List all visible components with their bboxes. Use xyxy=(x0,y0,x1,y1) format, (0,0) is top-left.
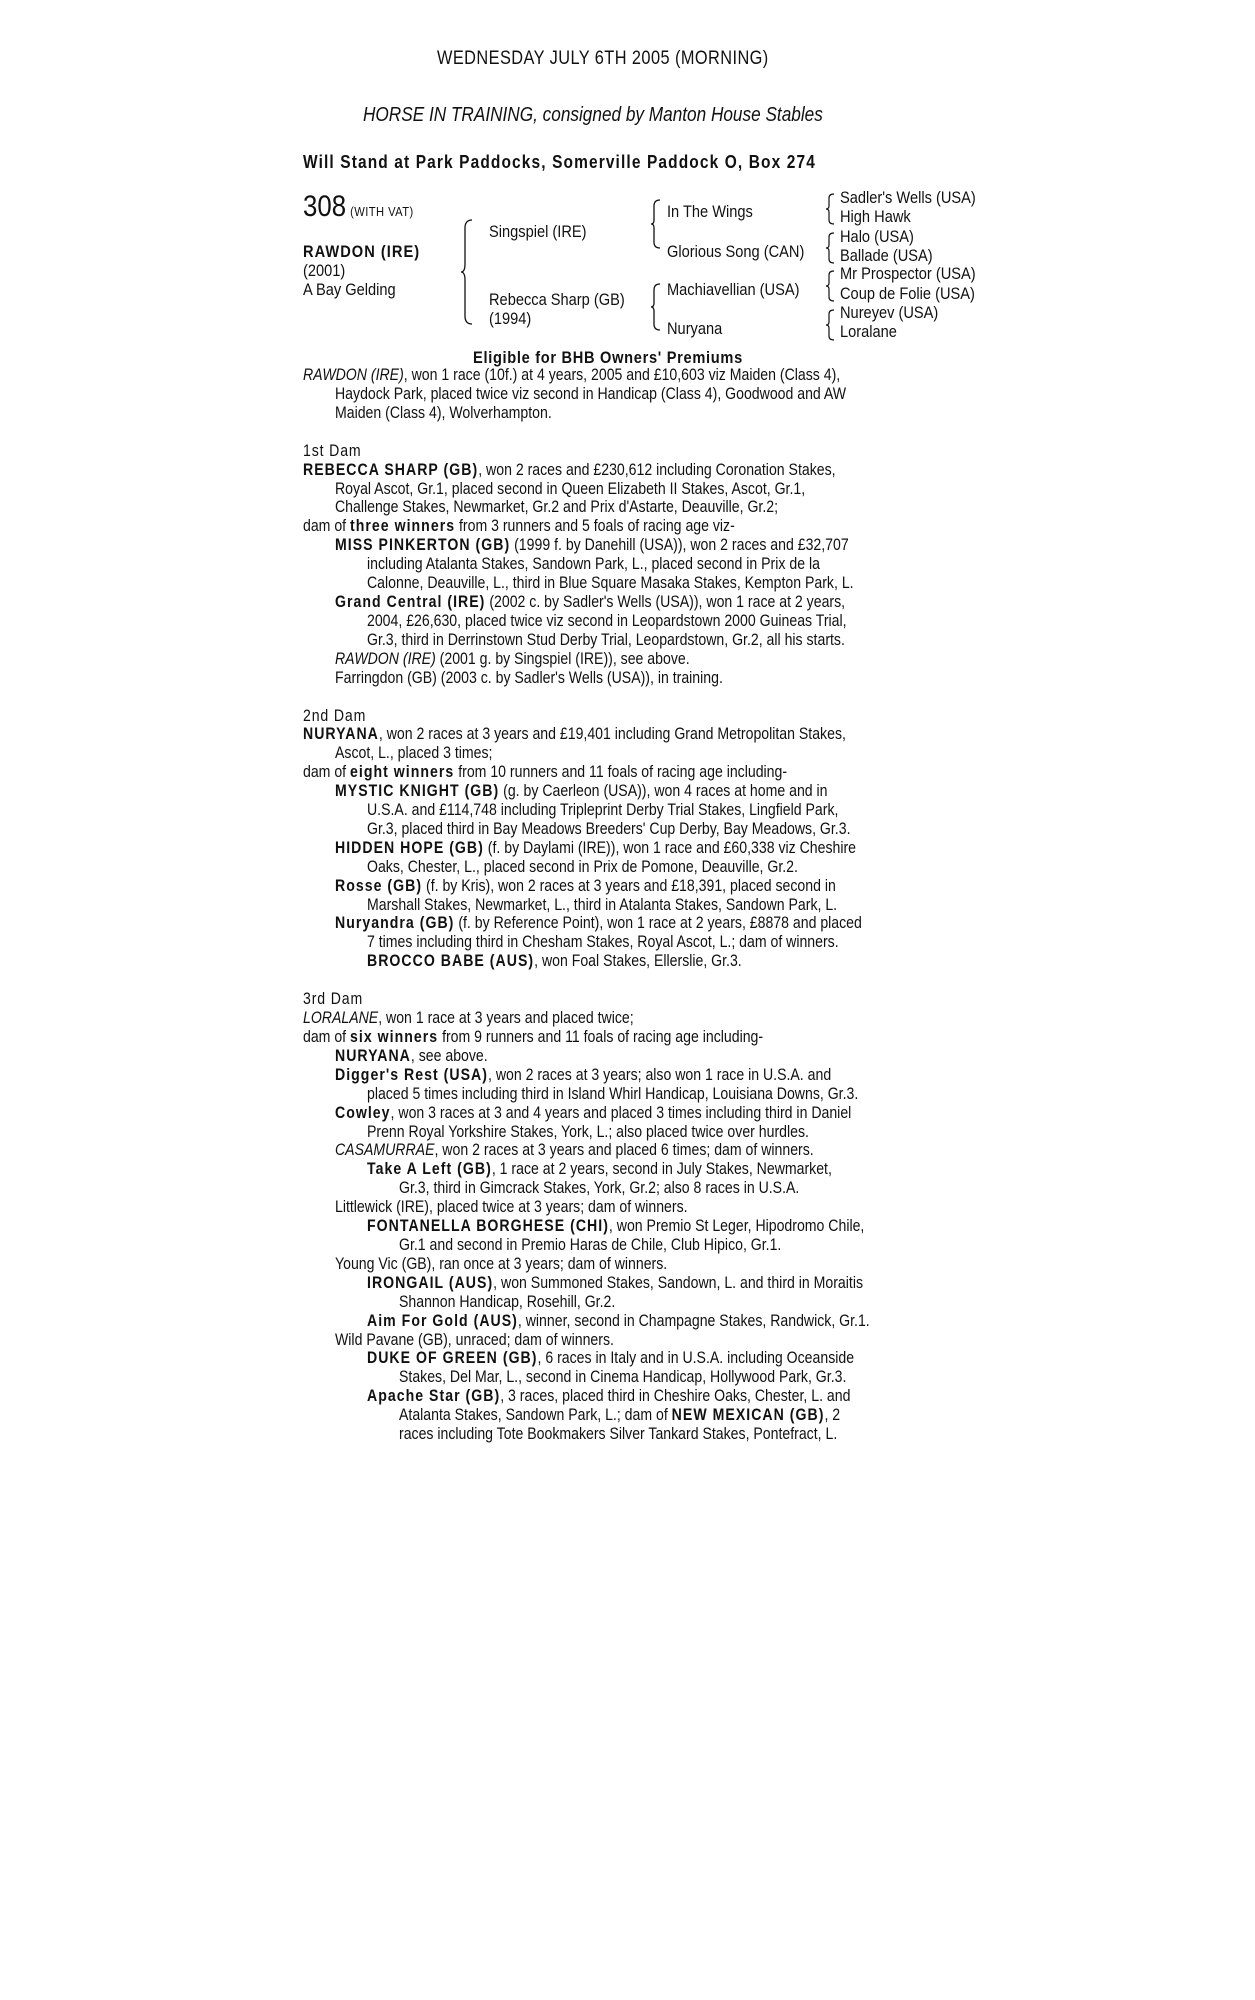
location-heading: Will Stand at Park Paddocks, Somerville Paddock O, Box 274 xyxy=(303,152,816,172)
dam-year: (1994) xyxy=(489,309,532,328)
grandparent-6: Coup de Folie (USA) xyxy=(840,284,975,303)
consignor-heading: HORSE IN TRAINING, consigned by Manton House Stables xyxy=(362,104,823,126)
sale-date-heading: WEDNESDAY JULY 6TH 2005 (MORNING) xyxy=(437,48,769,69)
sire-sire: In The Wings xyxy=(667,202,753,221)
g-brace-2 xyxy=(825,232,835,264)
horse-name: RAWDON (IRE) xyxy=(303,242,421,261)
horse-description: A Bay Gelding xyxy=(303,280,396,299)
dam: Rebecca Sharp (GB) xyxy=(489,290,625,309)
sire-dam: Glorious Song (CAN) xyxy=(667,242,805,261)
lot-number-line xyxy=(303,190,432,224)
grandparent-8: Loralane xyxy=(840,322,897,341)
dam-dam: Nuryana xyxy=(667,319,723,338)
grandparent-1: Sadler's Wells (USA) xyxy=(840,188,976,207)
eligibility-note: Eligible for BHB Owners' Premiums xyxy=(473,348,743,367)
g-brace-4 xyxy=(825,309,835,341)
grandparent-3: Halo (USA) xyxy=(840,227,914,246)
grandparent-2: High Hawk xyxy=(840,207,911,226)
third-dam-heading: 3rd Dam xyxy=(303,990,364,1009)
pedigree-block xyxy=(300,190,1000,360)
lot-number: 308 xyxy=(303,190,347,223)
grandparent-7: Nureyev (USA) xyxy=(840,303,939,322)
race-record: RAWDON (IRE), won 1 race (10f.) at 4 years, 2005 and £10,603 viz Maiden (Class 4), xyxy=(303,366,841,384)
sire-brace xyxy=(650,198,662,250)
foaling-year: (2001) xyxy=(303,261,346,280)
g-brace-3 xyxy=(825,270,835,302)
main-brace xyxy=(460,218,474,326)
sire: Singspiel (IRE) xyxy=(489,222,587,241)
dam-sire: Machiavellian (USA) xyxy=(667,280,800,299)
vat-label: (WITH VAT) xyxy=(350,204,414,219)
second-dam-heading: 2nd Dam xyxy=(303,706,367,725)
grandparent-5: Mr Prospector (USA) xyxy=(840,264,976,283)
dam-brace xyxy=(650,282,662,332)
pedigree-notes: RAWDON (IRE), won 1 race (10f.) at 4 years, 2005 and £10,603 viz Maiden (Class 4), Haydock Park, placed twice viz second in Handicap (Class 4), Goodwood and AW Maiden (Class 4), Wolverhampton. 1st Dam REBECCA SHARP (GB), won 2 races and £230,612 including Coronation Stakes, Royal Ascot, Gr.1, placed second in Queen Elizabeth II Stakes, Ascot, Gr.1, Challenge Stakes, Newmarket, Gr.2 and Prix d'Astarte, Deauville, Gr.2; dam of three winners from 3 runners and 5 foals of racing age viz- MISS PINKERTON (GB) (1999 f. by Danehill (USA)), won 2 races and £32,707 including Atalanta Stakes, Sandown Park, L., placed second in Prix de la Calonne, Deauville, L., third in Blue Square Masaka Stakes, Kempton Park, L. Grand Central (IRE) (2002 c. by Sadler's Wells (USA)), won 1 race at 2 years, 2004, £26,630, placed twice viz second in Leopardstown 2000 Guineas Trial, Gr.3, third in Derrinstown Stud Derby Trial, Leopardstown, Gr.2, all his starts. RAWDON (IRE) (2001 g. by Singspiel (IRE)), see above. Farringdon (GB) (2003 c. by Sadler's Wells (USA)), in training. 2nd Dam NURYANA, won 2 races at 3 years and £19,401 including Grand Metropolitan Stakes, Ascot, L., placed 3 times; dam of eight winners from 10 runners and 11 foals of racing age including- MYSTIC KNIGHT (GB) (g. by Caerleon (USA)), won 4 races at home and in U.S.A. and £114,748 including Tripleprint Derby Trial Stakes, Lingfield Park, Gr.3, placed third in Bay Meadows Breeders' Cup Derby, Bay Meadows, Gr.3. HIDDEN HOPE (GB) (f. by Daylami (IRE)), won 1 race and £60,338 viz Cheshire Oaks, Chester, L., placed second in Prix de Pomone, Deauville, Gr.2. Rosse (GB) (f. by Kris), won 2 races at 3 years and £18,391, placed second in Marshall Stakes, Newmarket, L., third in Atalanta Stakes, Sandown Park, L. Nuryandra (GB) (f. by Reference Point), won 1 race at 2 years, £8878 and placed 7 times including third in Chesham Stakes, Royal Ascot, L.; dam of winners. BROCCO BABE (AUS), won Foal Stakes, Ellerslie, Gr.3. 3rd Dam LORALANE, won 1 race at 3 years and placed twice; dam of six winners from 9 runners and 11 foals of racing age including- NURYANA, see above. Digger's Rest (USA), won 2 races at 3 years; also won 1 race in U.S.A. and placed 5 times including third in Island Whirl Handicap, Louisiana Downs, Gr.3. Cowley, won 3 races at 3 and 4 years and placed 3 times including third in Daniel Prenn Royal Yorkshire Stakes, York, L.; also placed twice over hurdles. CASAMURRAE, won 2 races at 3 years and placed 6 times; dam of winners. Take A Left (GB), 1 race at 2 years, second in July Stakes, Newmarket, Gr.3, third in Gimcrack Stakes, York, Gr.2; also 8 races in U.S.A. Littlewick (IRE), placed twice at 3 years; dam of winners. FONTANELLA BORGHESE (CHI), won Premio St Leger, Hipodromo Chile, Gr.1 and second in Premio Haras de Chile, Club Hipico, Gr.1. Young Vic (GB), ran once at 3 years; dam of winners. IRONGAIL (AUS), won Summoned Stakes, Sandown, L. and third in Moraitis Shannon Handicap, Rosehill, Gr.2. Aim For Gold (AUS), winner, second in Champagne Stakes, Randwick, Gr.1. Wild Pavane (GB), unraced; dam of winners. DUKE OF GREEN (GB), 6 races in Italy and in U.S.A. including Oceanside Stakes, Del Mar, L., second in Cinema Handicap, Hollywood Park, Gr.3. Apache Star (GB), 3 races, placed third in Cheshire Oaks, Chester, L. and Atalanta Stakes, Sandown Park, L.; dam of NEW MEXICAN (GB), 2 races including Tote Bookmakers Silver Tankard Stakes, Pontefract, L. xyxy=(303,366,1003,1444)
grandparent-4: Ballade (USA) xyxy=(840,246,933,265)
g-brace-1 xyxy=(825,193,835,225)
first-dam-heading: 1st Dam xyxy=(303,441,362,460)
